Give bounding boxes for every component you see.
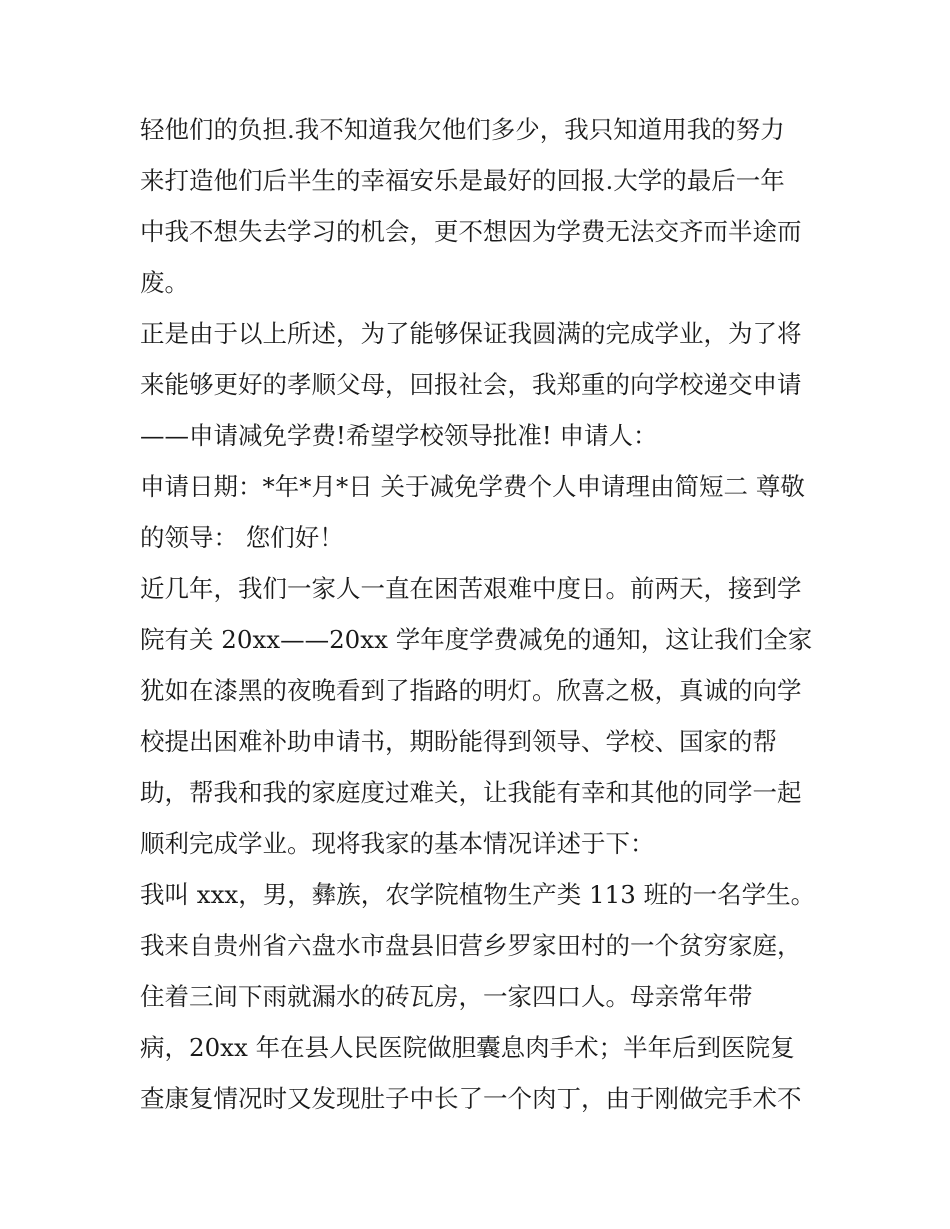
text-line: 犹如在漆黑的夜晚看到了指路的明灯。欣喜之极，真诚的向学 xyxy=(140,676,802,705)
text-line: 的领导： 您们好！ xyxy=(140,523,344,552)
text-line: 中我不想失去学习的机会，更不想因为学费无法交齐而半途而 xyxy=(140,217,802,246)
text-line: 近几年，我们一家人一直在困苦艰难中度日。前两天，接到学 xyxy=(140,574,802,603)
text-line: 我叫 xxx，男，彝族，农学院植物生产类 113 班的一名学生。 xyxy=(140,880,816,909)
text-line: 助，帮我和我的家庭度过难关，让我能有幸和其他的同学一起 xyxy=(140,778,802,807)
text-line: 顺利完成学业。现将我家的基本情况详述于下： xyxy=(140,829,655,858)
text-line: 住着三间下雨就漏水的砖瓦房，一家四口人。母亲常年带 xyxy=(140,982,753,1011)
text-line: 申请日期：*年*月*日 关于减免学费个人申请理由简短二 尊敬 xyxy=(140,472,805,501)
text-line: 来能够更好的孝顺父母，回报社会，我郑重的向学校递交申请 xyxy=(140,370,802,399)
text-line: 院有关 20xx——20xx 学年度学费减免的通知，这让我们全家 xyxy=(140,625,813,654)
text-line: 病，20xx 年在县人民医院做胆囊息肉手术；半年后到医院复 xyxy=(140,1033,795,1062)
body-text xyxy=(140,104,830,1124)
text-line: 来打造他们后半生的幸福安乐是最好的回报.大学的最后一年 xyxy=(140,166,785,195)
text-line: 正是由于以上所述，为了能够保证我圆满的完成学业，为了将 xyxy=(140,319,802,348)
text-line: 轻他们的负担.我不知道我欠他们多少，我只知道用我的努力 xyxy=(140,115,785,144)
text-line: ——申请减免学费!希望学校领导批准! 申请人： xyxy=(140,421,658,450)
text-line: 校提出困难补助申请书，期盼能得到领导、学校、国家的帮 xyxy=(140,727,777,756)
text-line: 废。 xyxy=(140,268,189,297)
text-line: 查康复情况时又发现肚子中长了一个肉丁，由于刚做完手术不 xyxy=(140,1084,802,1113)
text-line: 我来自贵州省六盘水市盘县旧营乡罗家田村的一个贫穷家庭， xyxy=(140,931,802,960)
